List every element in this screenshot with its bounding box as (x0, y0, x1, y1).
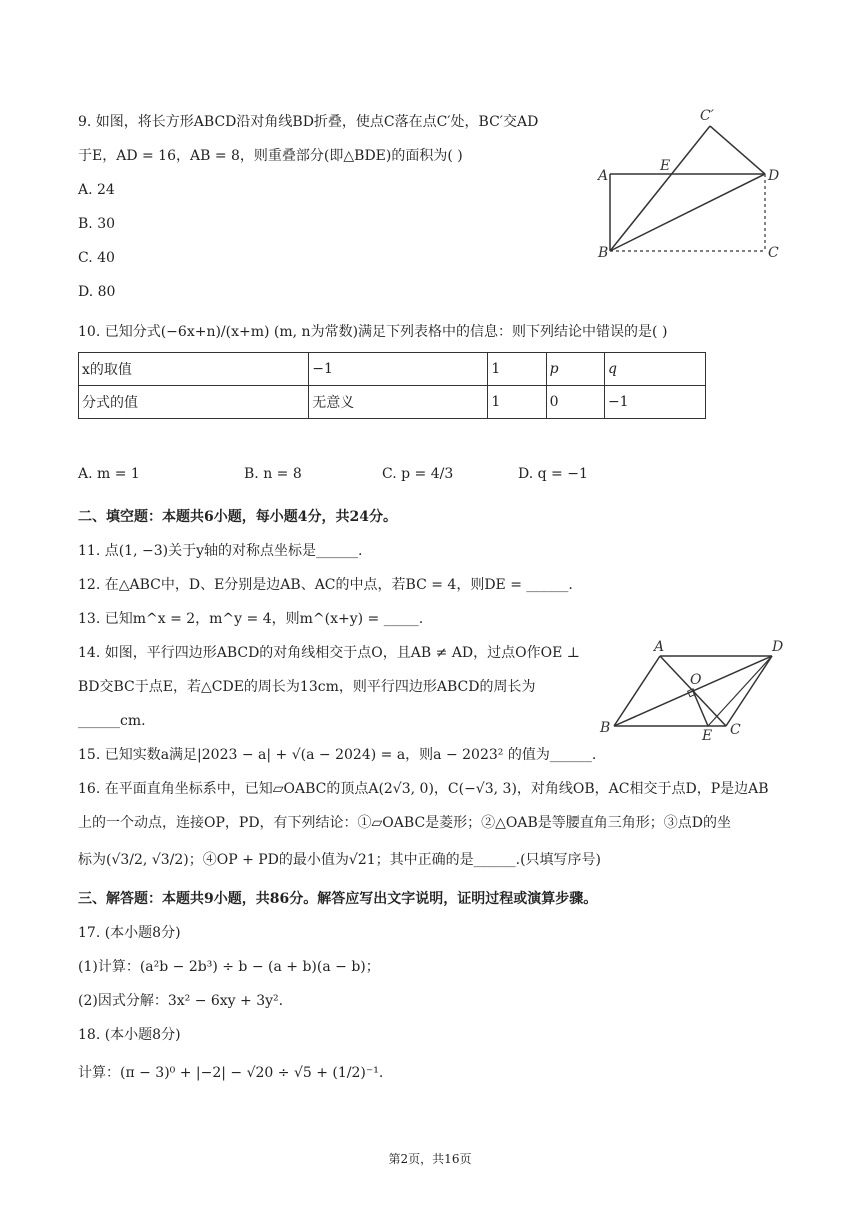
q9-stem-line2: 于E，AD = 16，AB = 8，则重叠部分(即△BDE)的面积为( ) (78, 148, 463, 164)
section-2-heading: 二、填空题：本题共6小题，每小题4分，共24分。 (78, 509, 397, 525)
q9-label-c: C (768, 245, 779, 261)
q14-stem-line2: BD交BC于点E，若△CDE的周长为13cm，则平行四边形ABCD的周长为 (78, 679, 536, 695)
q14-label-b: B (600, 720, 611, 736)
table-cell: 无意义 (309, 386, 488, 419)
q17-part2: (2)因式分解：3x² − 6xy + 3y². (78, 993, 284, 1009)
table-cell: q (604, 353, 705, 386)
table-cell: 1 (488, 353, 546, 386)
q17-part1: (1)计算：(a²b − 2b³) ÷ b − (a + b)(a − b)； (78, 959, 380, 975)
q16-stem-line1: 16. 在平面直角坐标系中，已知▱OABC的顶点A(2√3, 0)，C(−√3, 3)，对角线OB，AC相交于点D，P是边AB (78, 781, 769, 797)
table-cell: 分式的值 (79, 386, 309, 419)
table-cell: 0 (546, 386, 604, 419)
table-cell: x的取值 (79, 353, 309, 386)
q13: 13. 已知m^x = 2，m^y = 4，则m^(x+y) = _____. (78, 611, 424, 627)
q9-label-c-prime: C′ (700, 108, 714, 124)
q16-stem-line3: 标为(√3/2, √3/2)；④OP + PD的最小值为√21；其中正确的是______.(只填写序号) (78, 852, 602, 868)
q10-option-d: D. q = −1 (518, 466, 588, 482)
page-footer: 第2页，共16页 (388, 1152, 472, 1166)
q9-label-b: B (598, 245, 609, 261)
q10-option-a: A. m = 1 (78, 466, 140, 482)
section-3-heading: 三、解答题：本题共9小题，共86分。解答应写出文字说明，证明过程或演算步骤。 (78, 891, 598, 907)
q9-label-d: D (768, 168, 780, 184)
q14-label-c: C (730, 722, 741, 738)
q16-stem-line2: 上的一个动点，连接OP，PD，有下列结论：①▱OABC是菱形；②△OAB是等腰直角三角形；③点D的坐 (78, 815, 732, 831)
q18-heading: 18. (本小题8分) (78, 1027, 181, 1043)
q14-label-o: O (690, 672, 702, 688)
q15: 15. 已知实数a满足|2023 − a| + √(a − 2024) = a，则a − 2023² 的值为______. (78, 747, 597, 763)
q9-figure-folded-rectangle (590, 104, 790, 264)
q10-stem: 10. 已知分式(−6x+n)/(x+m) (m, n为常数)满足下列表格中的信息：则下列结论中错误的是( ) (78, 324, 668, 340)
table-cell: p (546, 353, 604, 386)
q12: 12. 在△ABC中，D、E分别是边AB、AC的中点，若BC = 4，则DE = ______. (78, 577, 573, 593)
q9-option-b: B. 30 (78, 216, 116, 232)
table-row (79, 386, 706, 419)
table-cell: 1 (488, 386, 546, 419)
q9-stem-line1: 9. 如图，将长方形ABCD沿对角线BD折叠，使点C落在点C′处，BC′交AD (78, 114, 539, 130)
table-cell: −1 (309, 353, 488, 386)
q9-option-c: C. 40 (78, 250, 115, 266)
table-cell: −1 (604, 386, 705, 419)
q18-body: 计算：(π − 3)⁰ + |−2| − √20 ÷ √5 + (1/2)⁻¹. (78, 1065, 384, 1081)
table-row (79, 353, 706, 386)
q9-option-d: D. 80 (78, 284, 116, 300)
q14-label-a: A (654, 639, 665, 655)
q10-option-b: B. n = 8 (244, 466, 302, 482)
q17-heading: 17. (本小题8分) (78, 925, 181, 941)
q9-label-a: A (598, 168, 609, 184)
q14-label-e: E (702, 728, 713, 744)
q11: 11. 点(1, −3)关于y轴的对称点坐标是______. (78, 543, 363, 559)
q10-value-table (78, 352, 706, 419)
q9-option-a: A. 24 (78, 182, 115, 198)
q14-stem-line3: ______cm. (78, 713, 146, 729)
q10-option-c: C. p = 4/3 (382, 466, 454, 482)
q9-label-e: E (660, 158, 671, 174)
q14-label-d: D (772, 639, 784, 655)
q14-stem-line1: 14. 如图，平行四边形ABCD的对角线相交于点O，且AB ≠ AD，过点O作OE ⊥ (78, 645, 580, 661)
q14-figure-parallelogram (596, 636, 796, 746)
